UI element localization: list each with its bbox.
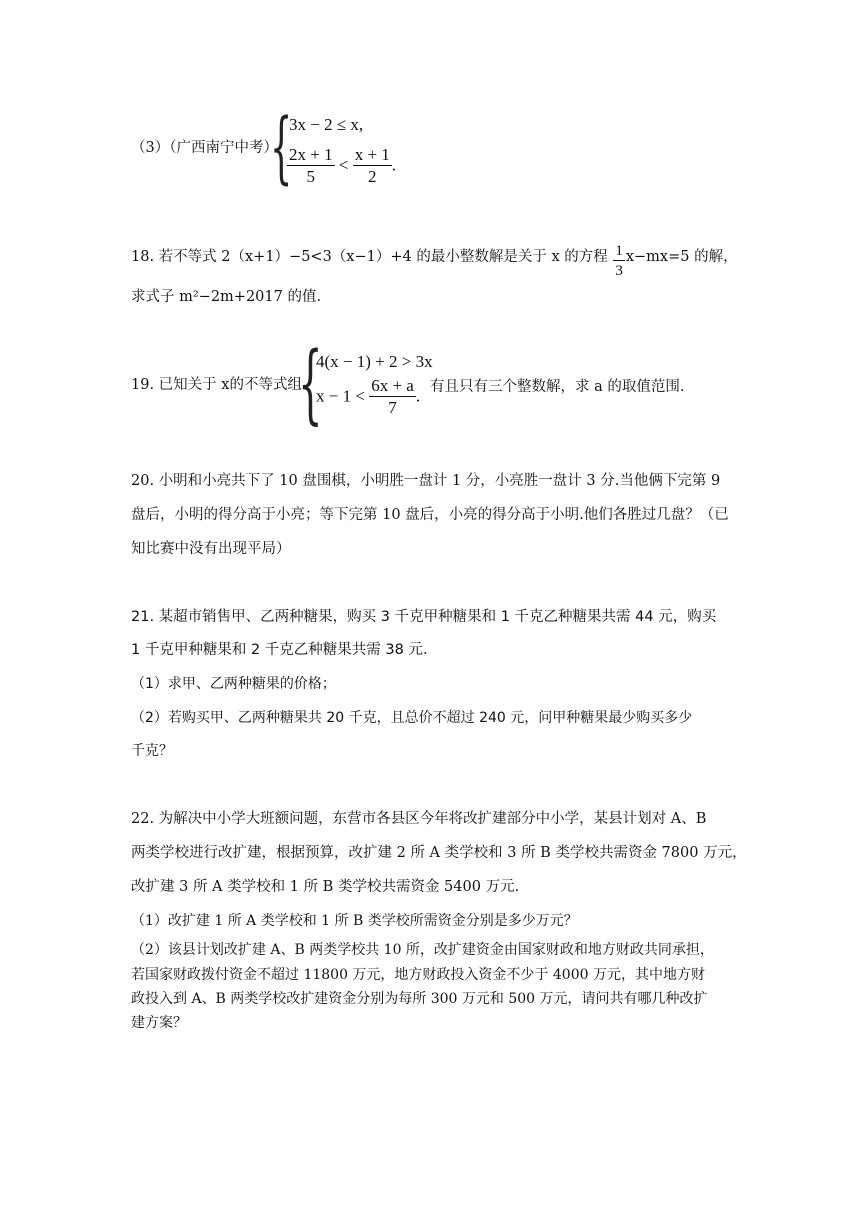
q22-sub-2-line-3: 政投入到 A、B 两类学校改扩建资金分别为每所 300 万元和 500 万元，请问共有哪几种改扩 <box>131 991 708 1007</box>
q20-line-3: 知比赛中没有出现平局） <box>131 541 291 557</box>
q17-3-label: （3）（广西南宁中考） <box>131 140 278 156</box>
q19-prefix: 19. 已知关于 x的不等式组 <box>131 377 302 393</box>
q19-suffix: 有且只有三个整数解，求 a 的取值范围. <box>430 379 685 395</box>
q21-sub-2-line-2: 千克？ <box>131 743 173 759</box>
q21-line-2: 1 千克甲种糖果和 2 千克乙种糖果共需 38 元． <box>131 642 438 658</box>
q22-sub-2-line-4: 建方案？ <box>131 1015 187 1031</box>
q20-line-1: 20. 小明和小亮共下了 10 盘围棋，小明胜一盘计 1 分，小亮胜一盘计 3 分.当他俩下完第 9 <box>131 473 721 489</box>
q18-line-1: 18. 若不等式 2（x+1）−5<3（x−1）+4 的最小整数解是关于 x 的方程 $\frac{1}{3}$ x−mx=5 的解， <box>131 243 738 279</box>
fraction: $\frac{6x + a}{7}$ <box>371 376 414 417</box>
q17-3-inequality-1: 3x − 2 ≤ x, <box>289 115 364 134</box>
q19-inequality-1: 4(x − 1) + 2 > 3x <box>316 352 433 371</box>
q22-sub-2-line-1: （2）该县计划改扩建 A、B 两类学校共 10 所，改扩建资金由国家财政和地方财政共同承担， <box>131 942 714 958</box>
fraction: $\frac{2x + 1}{5}$ <box>289 145 333 186</box>
q22-line-1: 22. 为解决中小学大班额问题，东营市各县区今年将改扩建部分中小学，某县计划对 A、B <box>131 811 707 827</box>
system-brace: { <box>298 334 323 434</box>
q22-line-2: 两类学校进行改扩建，根据预算，改扩建 2 所 A 类学校和 3 所 B 类学校共需资金 7800 万元， <box>131 845 747 861</box>
q20-line-2: 盘后，小明的得分高于小亮；等下完第 10 盘后，小亮的得分高于小明.他们各胜过几盘？（已 <box>131 507 729 523</box>
q21-sub-2-line-1: （2）若购买甲、乙两种糖果共 20 千克，且总价不超过 240 元，问甲种糖果最少购买多少 <box>131 710 693 726</box>
q21-line-1: 21. 某超市销售甲、乙两种糖果，购买 3 千克甲种糖果和 1 千克乙种糖果共需 44 元，购买 <box>131 609 717 625</box>
q22-line-3: 改扩建 3 所 A 类学校和 1 所 B 类学校共需资金 5400 万元. <box>131 879 520 895</box>
q22-sub-1: （1）改扩建 1 所 A 类学校和 1 所 B 类学校所需资金分别是多少万元？ <box>131 913 578 929</box>
q17-3-inequality-2: $\frac{2x + 1}{5}$ < $\frac{x + 1}{2}$ . <box>289 145 397 186</box>
q21-sub-1: （1）求甲、乙两种糖果的价格； <box>131 676 336 692</box>
fraction: $\frac{1}{3}$ <box>615 243 623 279</box>
q22-sub-2-line-2: 若国家财政拨付资金不超过 11800 万元，地方财政投入资金不少于 4000 万元，其中地方财 <box>131 967 705 983</box>
fraction: $\frac{x + 1}{2}$ <box>354 145 390 186</box>
q18-line-2: 求式子 m²−2m+2017 的值. <box>131 289 322 305</box>
q19-inequality-2: x − 1 < $\frac{6x + a}{7}$ . <box>316 376 421 417</box>
system-brace: { <box>270 103 293 193</box>
